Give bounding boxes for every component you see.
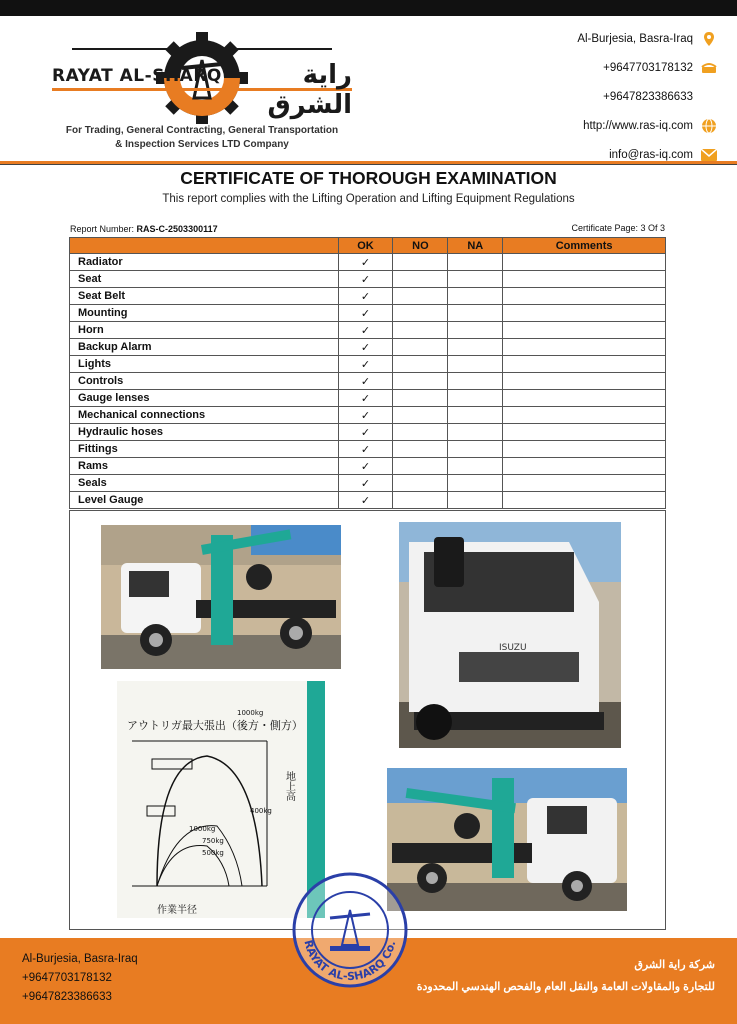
comments-cell [503, 475, 666, 492]
table-row [70, 407, 666, 424]
no-cell [393, 407, 448, 424]
table-row [70, 441, 666, 458]
comments-cell [503, 288, 666, 305]
table-row [70, 492, 666, 509]
comments-cell [503, 390, 666, 407]
ok-checkmark: ✓ [338, 458, 393, 475]
contact-list [497, 24, 717, 169]
ok-checkmark: ✓ [338, 322, 393, 339]
ok-checkmark: ✓ [338, 356, 393, 373]
no-cell [393, 390, 448, 407]
na-cell [448, 339, 503, 356]
no-cell [393, 458, 448, 475]
comments-cell [503, 424, 666, 441]
comments-cell [503, 458, 666, 475]
no-cell [393, 288, 448, 305]
chart-load-1: 400kg [250, 807, 272, 815]
checklist-item-label: Rams [70, 458, 339, 475]
report-number-value: RAS-C-2503300117 [136, 224, 218, 234]
company-stamp [290, 870, 410, 990]
table-row [70, 373, 666, 390]
comments-cell [503, 322, 666, 339]
comments-cell [503, 492, 666, 509]
logo-text-en: RAYAT AL-SHARQ [52, 66, 222, 86]
na-cell [448, 356, 503, 373]
contact-phone-1[interactable] [497, 53, 717, 82]
comments-cell [503, 254, 666, 271]
checklist-item-label: Horn [70, 322, 339, 339]
table-row [70, 424, 666, 441]
globe-icon [701, 118, 717, 134]
no-cell [393, 475, 448, 492]
checklist-header [70, 238, 666, 254]
na-cell [448, 458, 503, 475]
checklist-item-label: Level Gauge [70, 492, 339, 509]
svg-text:ISUZU: ISUZU [499, 643, 527, 653]
table-row [70, 271, 666, 288]
truck-side-photo [101, 525, 341, 669]
na-cell [448, 407, 503, 424]
footer-phone-1: +9647703178132 [22, 972, 112, 984]
no-cell [393, 271, 448, 288]
stamp-text: RAYAT AL-SHARQ Co. [301, 938, 399, 984]
truck-rear-photo [387, 768, 627, 911]
na-cell [448, 322, 503, 339]
na-cell [448, 271, 503, 288]
no-cell [393, 356, 448, 373]
checklist-item-label: Seat [70, 271, 339, 288]
no-cell [393, 339, 448, 356]
photo-panel [69, 510, 666, 930]
contact-address [497, 24, 717, 53]
header-divider-thin [0, 164, 737, 165]
na-cell [448, 288, 503, 305]
col-comments: Comments [503, 238, 666, 254]
col-na: NA [448, 238, 503, 254]
phone-2-text: +9647823386633 [603, 90, 693, 103]
na-cell [448, 424, 503, 441]
col-no: NO [393, 238, 448, 254]
ok-checkmark: ✓ [338, 288, 393, 305]
ok-checkmark: ✓ [338, 305, 393, 322]
ok-checkmark: ✓ [338, 339, 393, 356]
comments-cell [503, 305, 666, 322]
checklist-item-label: Mechanical connections [70, 407, 339, 424]
na-cell [448, 475, 503, 492]
table-row [70, 458, 666, 475]
table-row [70, 322, 666, 339]
col-item [70, 238, 339, 254]
table-row [70, 356, 666, 373]
company-tagline [52, 124, 352, 152]
checklist-item-label: Seals [70, 475, 339, 492]
ok-checkmark: ✓ [338, 390, 393, 407]
phone-icon [701, 60, 717, 76]
report-number-label: Report Number: [70, 224, 135, 234]
checklist-item-label: Radiator [70, 254, 339, 271]
ok-checkmark: ✓ [338, 441, 393, 458]
chart-title: アウトリガ最大張出（後方・側方） [127, 719, 303, 732]
phone-1-text: +9647703178132 [603, 61, 693, 74]
website-text: http://www.ras-iq.com [583, 119, 693, 132]
comments-cell [503, 373, 666, 390]
footer-ar-line-1: شركة راية الشرق [634, 959, 715, 971]
footer-contacts [22, 950, 138, 1007]
no-cell [393, 424, 448, 441]
report-number [70, 224, 218, 234]
company-logo [52, 26, 352, 136]
no-cell [393, 492, 448, 509]
na-cell [448, 305, 503, 322]
document-title: CERTIFICATE OF THOROUGH EXAMINATION [180, 168, 557, 188]
contact-website[interactable] [497, 111, 717, 140]
top-border [0, 0, 737, 16]
chart-top-load: 1000kg [237, 709, 264, 717]
no-cell [393, 305, 448, 322]
comments-cell [503, 271, 666, 288]
inspection-checklist [69, 237, 666, 509]
chart-height-label: 地上高 [283, 771, 295, 801]
na-cell [448, 492, 503, 509]
checklist-item-label: Controls [70, 373, 339, 390]
table-row [70, 390, 666, 407]
tagline-line-2: & Inspection Services LTD Company [115, 139, 289, 150]
footer-arabic [417, 954, 715, 998]
chart-load-4: 500kg [202, 849, 224, 857]
na-cell [448, 373, 503, 390]
ok-checkmark: ✓ [338, 407, 393, 424]
certificate-page: Certificate Page: 3 Of 3 [571, 223, 665, 233]
checklist-item-label: Fittings [70, 441, 339, 458]
location-pin-icon [701, 31, 717, 47]
ok-checkmark: ✓ [338, 424, 393, 441]
checklist-item-label: Gauge lenses [70, 390, 339, 407]
checklist-item-label: Hydraulic hoses [70, 424, 339, 441]
checklist-item-label: Backup Alarm [70, 339, 339, 356]
no-cell [393, 373, 448, 390]
na-cell [448, 390, 503, 407]
table-row [70, 254, 666, 271]
ok-checkmark: ✓ [338, 492, 393, 509]
ok-checkmark: ✓ [338, 475, 393, 492]
table-row [70, 475, 666, 492]
checklist-item-label: Lights [70, 356, 339, 373]
contact-phone-2[interactable] [497, 82, 717, 111]
na-cell [448, 254, 503, 271]
comments-cell [503, 441, 666, 458]
table-row [70, 339, 666, 356]
table-row [70, 305, 666, 322]
footer-phone-2: +9647823386633 [22, 991, 112, 1003]
ok-checkmark: ✓ [338, 254, 393, 271]
document-subtitle: This report complies with the Lifting Operation and Lifting Equipment Regulations [162, 193, 575, 205]
footer-ar-line-2: للتجارة والمقاولات العامة والنقل العام والفحص الهندسي المحدودة [416, 981, 715, 993]
checklist-item-label: Seat Belt [70, 288, 339, 305]
no-cell [393, 254, 448, 271]
logo-text-ar: راية الشرق [267, 60, 352, 120]
email-text: info@ras-iq.com [609, 148, 693, 161]
address-text: Al-Burjesia, Basra-Iraq [577, 32, 693, 45]
checklist-item-label: Mounting [70, 305, 339, 322]
chart-radius-label: 作業半径 [157, 905, 197, 916]
comments-cell [503, 356, 666, 373]
truck-front-photo [399, 522, 621, 748]
letterhead [0, 16, 737, 164]
ok-checkmark: ✓ [338, 373, 393, 390]
comments-cell [503, 339, 666, 356]
tagline-line-1: For Trading, General Contracting, General Transportation [65, 125, 339, 136]
col-ok: OK [338, 238, 393, 254]
chart-load-2: 1000kg [189, 825, 216, 833]
na-cell [448, 441, 503, 458]
footer-address: Al-Burjesia, Basra-Iraq [22, 953, 138, 965]
ok-checkmark: ✓ [338, 271, 393, 288]
phone-spacer [701, 89, 717, 105]
no-cell [393, 441, 448, 458]
chart-load-3: 750kg [202, 837, 224, 845]
table-row [70, 288, 666, 305]
no-cell [393, 322, 448, 339]
comments-cell [503, 407, 666, 424]
